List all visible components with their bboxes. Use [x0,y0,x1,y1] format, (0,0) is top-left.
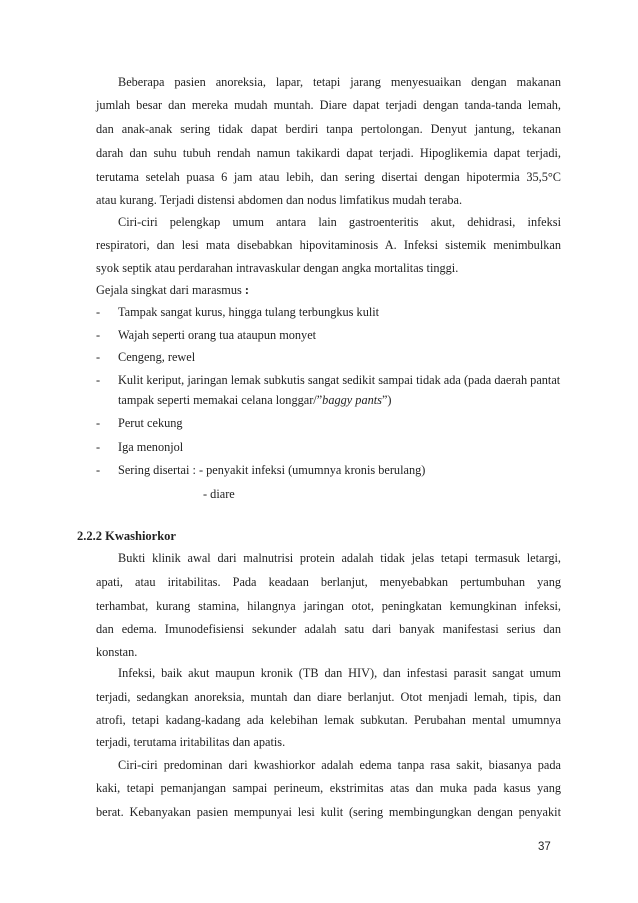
list-item-text: ”) [381,393,392,407]
paragraph-4-line-1: Infeksi, baik akut maupun kronik (TB dan HIV), dan infestasi parasit sangat umum [118,666,561,680]
paragraph-4-line-3: atrofi, tetapi kadang-kadang ada kelebihan lemak subkutan. Perubahan mental umumnya [96,713,561,727]
list-item: Perut cekung [118,416,183,430]
list-bullet-dash: - [96,373,101,387]
paragraph-4-line-2: terjadi, sedangkan anoreksia, muntah dan diare berlanjut. Otot menjadi lemah, tipis, dan [96,690,561,704]
paragraph-1-line-4: darah dan suhu tubuh rendah namun takikardi dapat terjadi. Hipoglikemia dapat terjadi, [96,146,561,160]
list-bullet-dash: - [96,440,101,454]
paragraph-5-line-1: Ciri-ciri predominan dari kwashiorkor adalah edema tanpa rasa sakit, biasanya pada [118,758,561,772]
list-item-text: tampak seperti memakai celana longgar/” [118,393,323,407]
paragraph-2-line-2: respiratori, dan lesi mata disebabkan hipovitaminosis A. Infeksi sistemik menimbulkan [96,238,561,252]
paragraph-5-line-3: berat. Kebanyakan pasien mempunyai lesi kulit (sering membingungkan dengan penyakit [96,805,561,819]
list-bullet-dash: - [96,416,101,430]
list-item: Sering disertai : - penyakit infeksi (umumnya kronis berulang) [118,463,426,477]
paragraph-2-line-1: Ciri-ciri pelengkap umum antara lain gastroenteritis akut, dehidrasi, infeksi [118,215,561,229]
list-bullet-dash: - [96,463,101,477]
list-item: Kulit keriput, jaringan lemak subkutis sangat sedikit sampai tidak ada (pada daerah pantat [118,373,561,387]
section-heading: 2.2.2 Kwashiorkor [77,529,176,543]
list-subitem: - diare [203,487,235,501]
list-bullet-dash: - [96,328,101,342]
list-item: Iga menonjol [118,440,184,454]
list-item: Cengeng, rewel [118,350,196,364]
paragraph-2-line-3: syok septik atau perdarahan intravaskular dengan angka mortalitas tinggi. [96,261,459,275]
paragraph-4-line-4: terjadi, terutama iritabilitas dan apatis. [96,735,286,749]
paragraph-1-line-6: atau kurang. Terjadi distensi abdomen dan nodus limfatikus mudah teraba. [96,193,463,207]
paragraph-1-line-2: jumlah besar dan mereka mudah muntah. Diare dapat terjadi dengan tanda-tanda lemah, [96,98,561,112]
list-item: Tampak sangat kurus, hingga tulang terbungkus kulit [118,305,380,319]
marasmus-intro-colon: : [241,283,249,297]
paragraph-1-line-1: Beberapa pasien anoreksia, lapar, tetapi jarang menyesuaikan dengan makanan [118,75,561,89]
list-item: Wajah seperti orang tua ataupun monyet [118,328,317,342]
paragraph-3-line-4: dan edema. Imunodefisiensi sekunder adalah satu dari banyak manifestasi serius dan [96,622,561,636]
paragraph-1-line-5: terutama setelah puasa 6 jam atau lebih, dan sering disertai dengan hipotermia 35,5°C [96,170,561,184]
paragraph-3-line-5: konstan. [96,645,138,659]
paragraph-3-line-3: terhambat, kurang stamina, hilangnya jaringan otot, peningkatan kemungkinan infeksi, [96,599,561,613]
paragraph-1-line-3: dan anak-anak sering tidak dapat berdiri tanpa pertolongan. Denyut jantung, tekanan [96,122,561,136]
page-number: 37 [538,841,551,853]
paragraph-3-line-1: Bukti klinik awal dari malnutrisi protein adalah tidak jelas tetapi termasuk letargi, [118,551,561,565]
list-item-continuation [118,394,392,406]
paragraph-5-line-2: kaki, tetapi pemanjangan sampai perineum, ekstrimitas atas dan muka pada kasus yang [96,781,561,795]
list-item-italic-text: baggy pants [322,393,382,407]
marasmus-intro [96,284,249,296]
list-bullet-dash: - [96,305,101,319]
marasmus-intro-text: Gejala singkat dari marasmus [96,283,242,297]
paragraph-3-line-2: apati, atau iritabilitas. Pada keadaan berlanjut, menyebabkan pertumbuhan yang [96,575,561,589]
list-bullet-dash: - [96,350,101,364]
